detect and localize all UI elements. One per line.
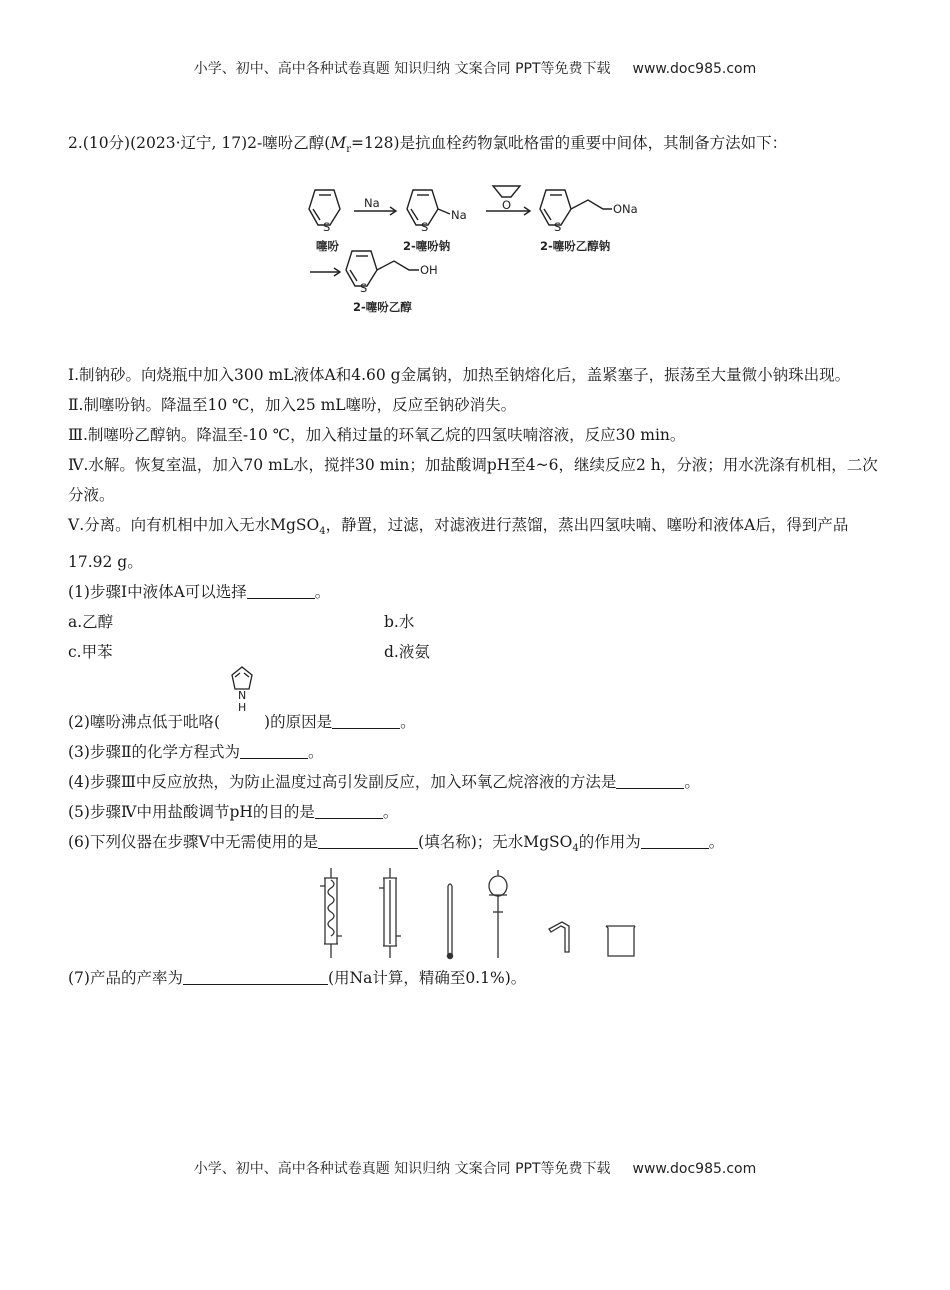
atom-ona: ONa — [613, 202, 638, 217]
page-header — [0, 58, 950, 78]
atom-s-2: S — [421, 220, 429, 235]
pyrrole-structure — [220, 689, 264, 733]
atom-s-3: S — [554, 220, 562, 235]
answer-blank-1[interactable] — [247, 580, 315, 599]
svg-text:N: N — [238, 689, 247, 703]
svg-text:H: H — [238, 701, 247, 715]
question-5: (5)步骤Ⅳ中用盐酸调节pH的目的是 。 — [68, 797, 883, 827]
question-1: (1)步骤Ⅰ中液体A可以选择 。 — [68, 577, 883, 607]
step-4: Ⅳ.水解。恢复室温，加入70 mL水，搅拌30 min；加盐酸调pH至4~6，继续反应2 h，分液；用水洗涤有机相，二次分液。 — [68, 456, 878, 505]
label-thiophene-ethanol: 2-噻吩乙醇 — [353, 300, 412, 315]
label-thienyl-ethoxide: 2-噻吩乙醇钠 — [540, 239, 611, 254]
thermometer-icon — [447, 884, 452, 959]
epoxide-ring — [493, 186, 520, 197]
atom-s-1: S — [323, 220, 331, 235]
option-c: c.甲苯 — [68, 643, 113, 662]
header-text: 小学、初中、高中各种试卷真题 知识归纳 文案合同 PPT等免费下载 — [193, 61, 611, 77]
footer-url[interactable]: www.doc985.com — [632, 1161, 757, 1177]
step-5: Ⅴ.分离。向有机相中加入无水MgSO$_4$，静置，过滤，对滤液进行蒸馏，蒸出四氢呋喃、噻吩和液体A后，得到产品17.92 g。 — [68, 516, 849, 572]
reaction-scheme-drawing — [68, 169, 883, 364]
question-4: (4)步骤Ⅲ中反应放热，为防止温度过高引发副反应，加入环氧乙烷溶液的方法是 。 — [68, 767, 883, 797]
question-6: (6)下列仪器在步骤Ⅴ中无需使用的是 (填名称)；无水MgSO$_4$的作用为 。 — [68, 827, 883, 864]
step-3: Ⅲ.制噻吩乙醇钠。降温至-10 ℃，加入稍过量的环氧乙烷的四氢呋喃溶液，反应30 min。 — [68, 426, 686, 445]
apparatus-figure — [68, 866, 883, 961]
beaker-icon — [606, 926, 635, 956]
answer-blank-6a[interactable] — [318, 830, 418, 849]
label-thienyl-sodium: 2-噻吩钠 — [403, 239, 451, 254]
distillation-adapter-icon — [549, 922, 569, 952]
step-2: Ⅱ.制噻吩钠。降温至10 ℃，加入25 mL噻吩，反应至钠砂消失。 — [68, 396, 517, 415]
question-2: (2)噻吩沸点低于吡咯( N H )的原因是 。 — [68, 667, 883, 737]
answer-blank-2[interactable] — [332, 710, 400, 729]
label-thiophene: 噻吩 — [316, 239, 339, 254]
option-b: b.水 — [384, 613, 415, 632]
spiral-condenser-icon — [320, 868, 342, 958]
epoxide-oxygen: O — [502, 198, 512, 213]
atom-s-4: S — [360, 281, 368, 296]
option-a: a.乙醇 — [68, 613, 114, 632]
answer-blank-3[interactable] — [240, 740, 308, 759]
header-url[interactable]: www.doc985.com — [632, 61, 757, 77]
page-footer — [0, 1158, 950, 1178]
question-3: (3)步骤Ⅱ的化学方程式为 。 — [68, 737, 883, 767]
option-d: d.液氨 — [384, 643, 430, 662]
atom-oh: OH — [420, 263, 438, 278]
answer-blank-7[interactable] — [183, 966, 328, 985]
answer-blank-4[interactable] — [616, 770, 684, 789]
separatory-funnel-icon — [489, 870, 507, 958]
reaction-scheme — [68, 169, 883, 364]
straight-condenser-icon — [379, 868, 401, 958]
answer-blank-5[interactable] — [315, 800, 383, 819]
question-7: (7)产品的产率为 (用Na计算，精确至0.1%)。 — [68, 963, 883, 993]
atom-na: Na — [451, 208, 467, 223]
question-body — [68, 128, 883, 993]
answer-blank-6b[interactable] — [641, 830, 709, 849]
footer-text: 小学、初中、高中各种试卷真题 知识归纳 文案合同 PPT等免费下载 — [193, 1161, 611, 1177]
step-1: Ⅰ.制钠砂。向烧瓶中加入300 mL液体A和4.60 g金属钠，加热至钠熔化后，盖紧塞子，振荡至大量微小钠珠出现。 — [68, 366, 851, 385]
question-1-options — [68, 607, 883, 667]
question-heading: 2.(10分)(2023·辽宁, 17)2-噻吩乙醇$(M_r=128)$是抗血栓药物氯吡格雷的重要中间体，其制备方法如下： — [68, 134, 788, 156]
reagent-na: Na — [364, 196, 380, 211]
